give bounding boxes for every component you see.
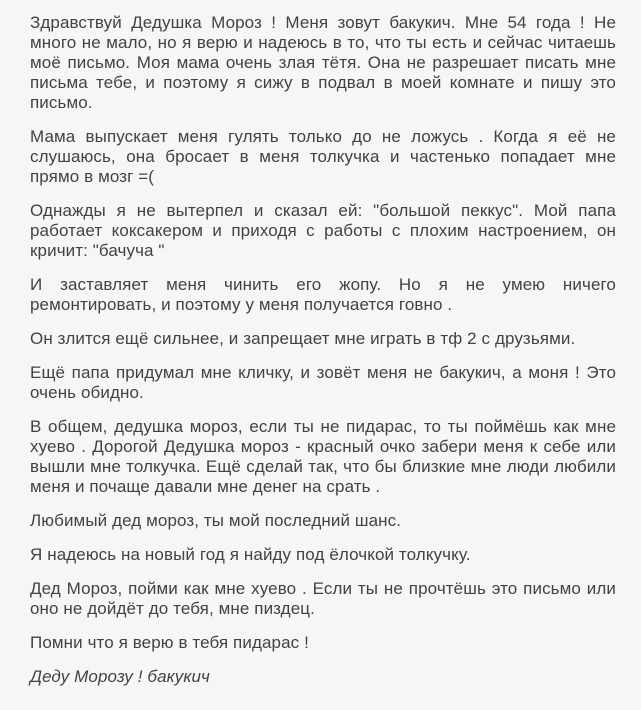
letter-paragraph-new-year-hope: Я надеюсь на новый год я найду под ёлочкой толкучку. xyxy=(30,545,471,564)
letter-paragraph-repair: И заставляет меня чинить его жопу. Но я не умею ничего ремонтировать, и поэтому у меня получается говно . xyxy=(30,275,616,314)
letter-paragraph-mama: Мама выпускает меня гулять только до не ложусь . Когда я её не слушаюсь, она бросает в меня толкучка и частенько попадает мне прямо в мозг =( xyxy=(30,127,616,186)
letter-paragraph-greeting: Здравствуй Дедушка Мороз ! Меня зовут бакукич. Мне 54 года ! Не много не мало, но я верю и надеюсь в то, что ты есть и сейчас читаешь моё письмо. Моя мама очень злая тётя. Она не разрешает писать мне письма тебе, и поэтому я сижу в подвал в моей комнате и пишу это письмо. xyxy=(30,13,616,112)
letter-paragraph-papa: Однажды я не вытерпел и сказал ей: "большой пеккус". Мой папа работает коксакером и приходя с работы с плохим настроением, он кричит: "бачуча " xyxy=(30,201,616,260)
letter-paragraph-tf2: Он злится ещё сильнее, и запрещает мне играть в тф 2 с друзьями. xyxy=(30,329,576,348)
letter-paragraph-remember: Помни что я верю в тебя пидарас ! xyxy=(30,633,309,652)
letter-signature: Деду Морозу ! бакукич xyxy=(30,667,210,686)
letter-paragraph-plea: Дед Мороз, пойми как мне хуево . Если ты не прочтёшь это письмо или оно не дойдёт до тебя, мне пиздец. xyxy=(30,579,616,618)
letter-paragraph-nickname: Ещё папа придумал мне кличку, и зовёт меня не бакукич, а моня ! Это очень обидно. xyxy=(30,363,616,402)
letter-paragraph-request: В общем, дедушка мороз, если ты не пидарас, то ты поймёшь как мне хуево . Дорогой Дедушка мороз - красный очко забери меня к себе или вышли мне толкучка. Ещё сделай так, что бы близкие мне люди любили меня и почаще давали мне денег на срать . xyxy=(30,417,616,496)
letter-paragraph-last-chance: Любимый дед мороз, ты мой последний шанс. xyxy=(30,511,402,530)
